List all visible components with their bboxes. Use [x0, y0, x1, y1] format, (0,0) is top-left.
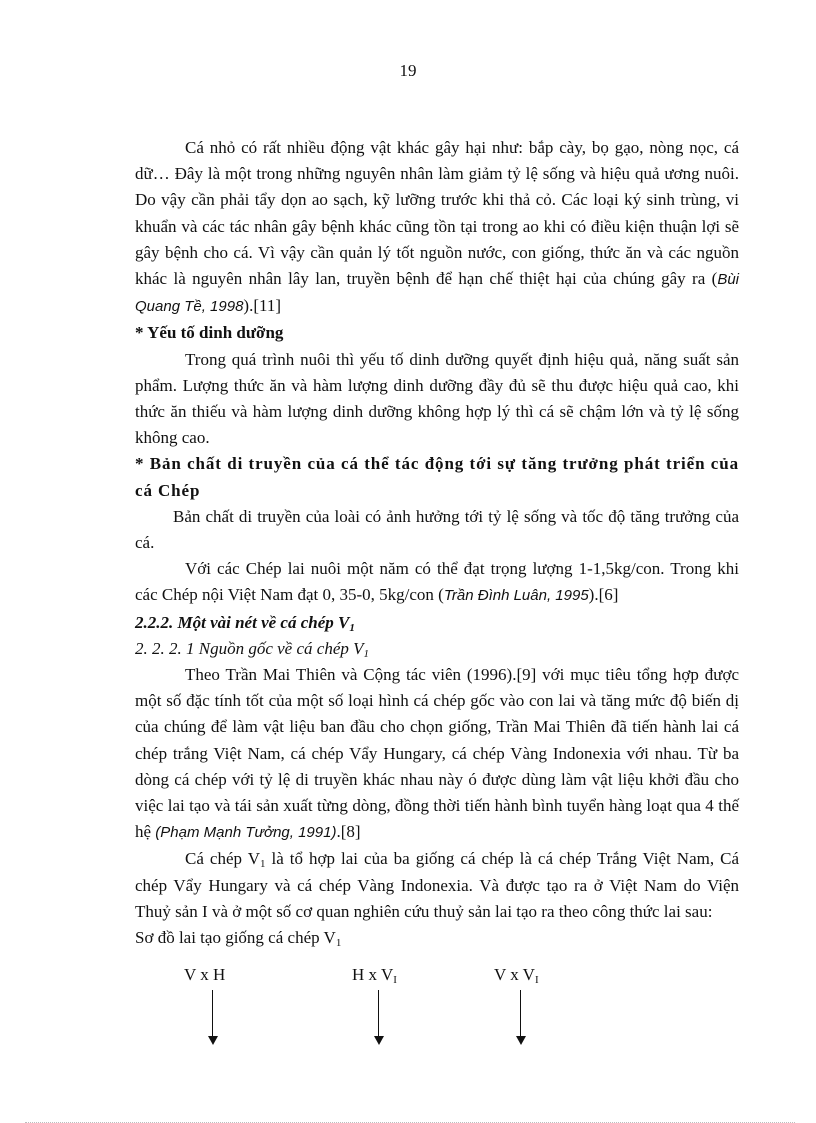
paragraph-text: Với các Chép lai nuôi một năm có thể đạt trọng lượng 1-1,5kg/con. Trong khi các Chép nội Việt Nam đạt 0, 35-0, 5kg/con ( — [135, 559, 739, 605]
reference-number: .[8] — [336, 822, 361, 842]
section-heading-2-2-2: 2.2.2. Một vài nét về cá chép $V_1$ — [135, 612, 355, 634]
cross-label-v-x-v1: V x $V_I$ — [494, 965, 539, 986]
cross-label-v-x-h: V x H — [184, 965, 226, 984]
heading-nutrition: * Yếu tố dinh dưỡng — [135, 323, 284, 343]
citation: Bùi Quang Tề, 1998 — [135, 271, 739, 316]
diagram-caption: Sơ đồ lai tạo giống cá chép $V_1$ — [135, 928, 342, 950]
page-body — [135, 135, 739, 951]
paragraph-hybrid-weight — [135, 556, 739, 609]
reference-number: ).[6] — [588, 585, 619, 605]
paragraph-v1-definition: Cá chép $V_1$ là tổ hợp lai của ba giống cá chép là cá chép Trắng Việt Nam, Cá chép Vẩy Hungary và cá chép Vàng Indonexia. Và được tạo ra ở Việt Nam do Viện Thuỷ sản I và ở một số cơ quan nghiên cứu thuỷ sản lai tạo ra theo công thức lai sau: — [135, 849, 739, 921]
cross-label-h-x-v1: H x $V_I$ — [352, 965, 397, 986]
paragraph-origin — [135, 662, 739, 846]
paragraph-text: Cá nhỏ có rất nhiều động vật khác gây hại như: bắp cày, bọ gạo, nòng nọc, cá dữ… Đây là một trong những nguyên nhân làm giảm tỷ lệ sống và hiệu quả ương nuôi. Do vậy cần phải tẩy dọn ao sạch, kỹ lưỡng trước khi thả cỏ. Các loại ký sinh trùng, vi khuẩn và các tác nhân gây bệnh khác cũng tồn tại trong ao khi có điều kiện thuận lợi sẽ gây bệnh cho cá. Vì vậy cần quản lý tốt nguồn nước, con giống, thức ăn và các nguồn khác là nguyên nhân lây lan, truyền bệnh để hạn chế thiệt hại của chúng gây ra ( — [135, 138, 739, 289]
down-arrow-icon — [374, 990, 384, 1046]
down-arrow-icon — [208, 990, 218, 1046]
subsection-heading-2-2-2-1: 2. 2. 2. 1 Nguồn gốc về cá chép $V_1$ — [135, 638, 369, 660]
paragraph-genetics: Bản chất di truyền của loài có ảnh hưởng tới tỷ lệ sống và tốc độ tăng trưởng của cá. — [135, 506, 739, 553]
reference-number: ).[11] — [243, 296, 282, 316]
citation: Trần Đình Luân, 1995 — [443, 587, 589, 605]
down-arrow-icon — [516, 990, 526, 1046]
paragraph-nutrition: Trong quá trình nuôi thì yếu tố dinh dưỡng quyết định hiệu quả, năng suất sản phẩm. Lượng thức ăn và hàm lượng dinh dưỡng đầy đủ sẽ thu được hiệu quả cao, khi thức ăn thiếu và hàm lượng dinh dưỡng không hợp lý thì cá sẽ chậm lớn và tỷ lệ sống không cao. — [135, 349, 739, 448]
paragraph-predators — [135, 135, 739, 320]
citation: (Phạm Mạnh Tưởng, 1991) — [155, 824, 337, 842]
paragraph-text: Theo Trần Mai Thiên và Cộng tác viên (1996).[9] với mục tiêu tổng hợp được một số đặc tính tốt của một số loại hình cá chép gốc vào con lai và tăng mức độ biến dị của chúng để làm vật liệu ban đầu cho chọn giống, Trần Mai Thiên đã tiến hành lai cá chép trắng Việt Nam, cá chép Vẩy Hungary, cá chép Vàng Indonexia với nhau. Từ ba dòng cá chép với tỷ lệ di truyền khác nhau này ó được dùng làm vật liệu khởi đầu cho việc lai tạo và tái sản xuất từng dòng, đồng thời tiến hành bình tuyển hàng loạt qua 4 thế hệ — [135, 665, 739, 842]
page-number: 19 — [399, 61, 417, 80]
heading-genetics: * Bản chất di truyền của cá thể tác động tới sự tăng trưởng phát triển của cá Chép — [135, 454, 739, 500]
